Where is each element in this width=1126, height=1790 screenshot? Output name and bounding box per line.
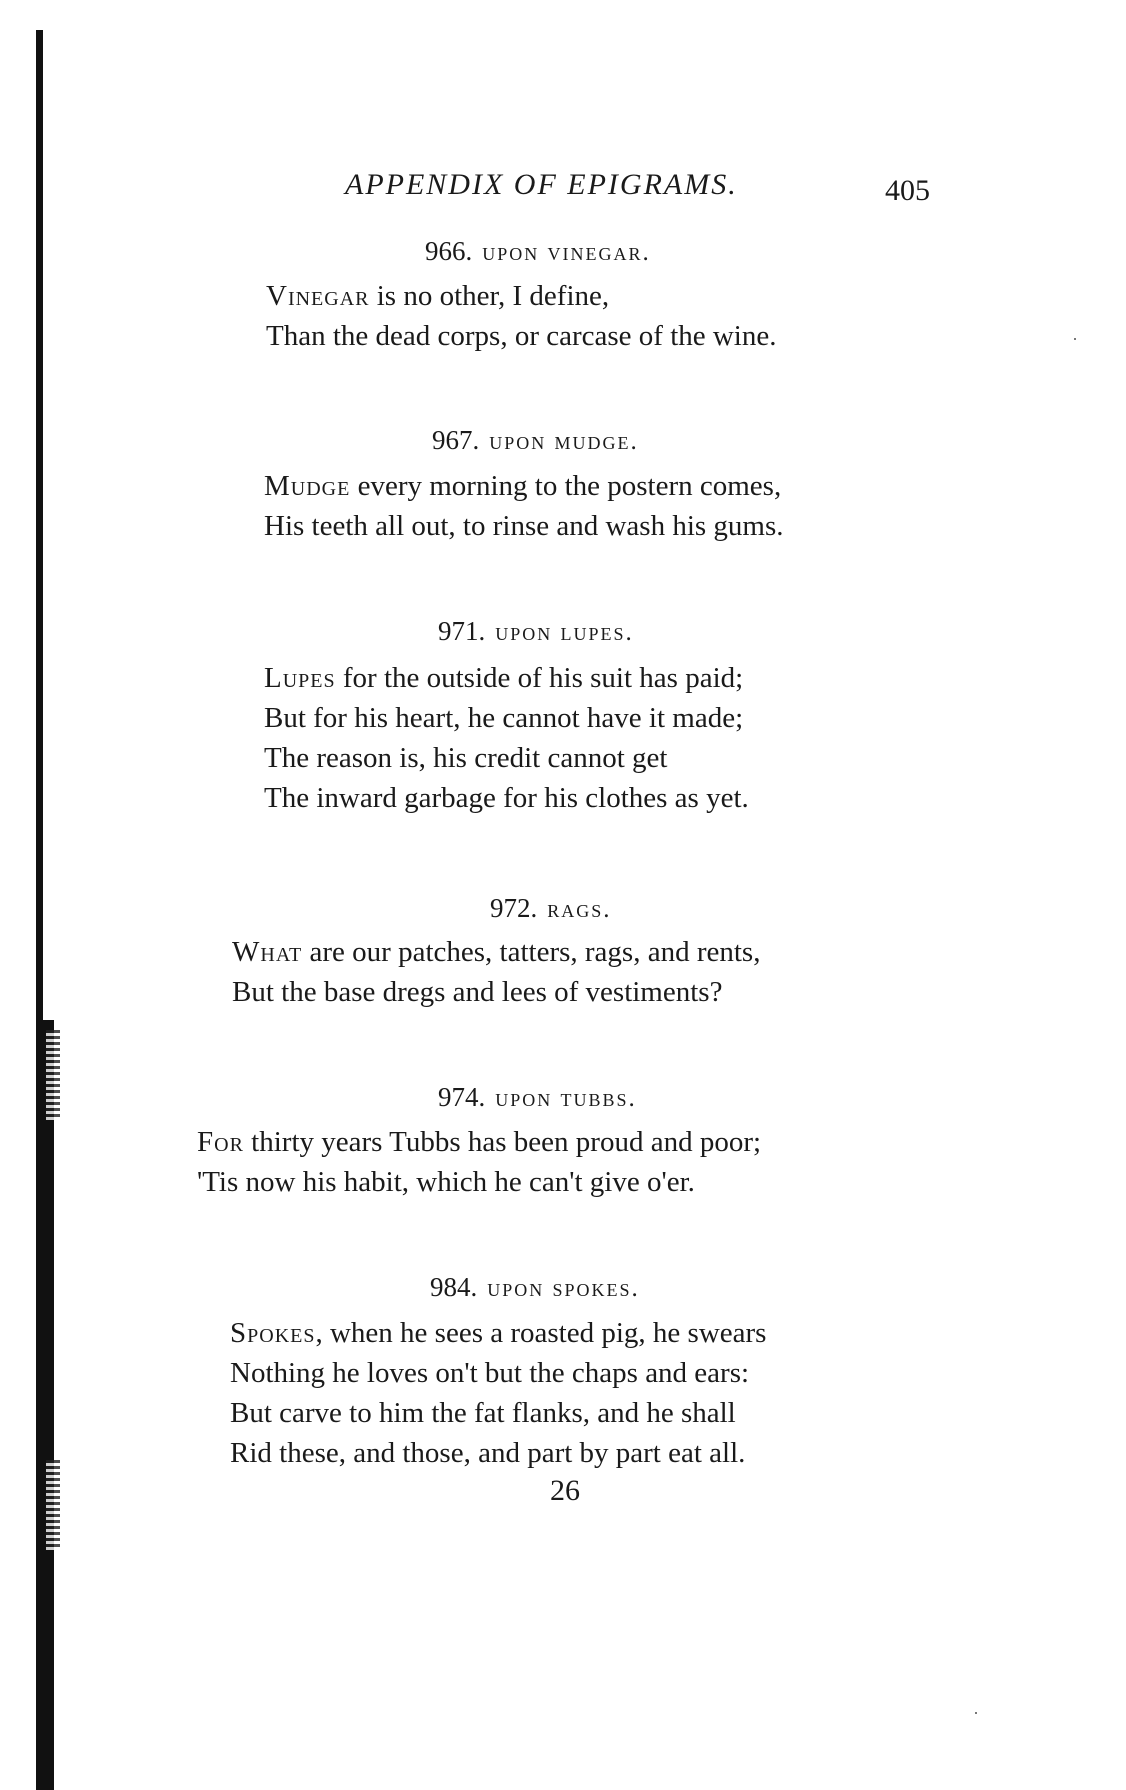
verse-line — [264, 468, 781, 504]
epigram-heading — [425, 236, 651, 267]
running-head — [0, 168, 1126, 208]
verse-line — [266, 278, 609, 314]
verse-line — [264, 700, 743, 736]
signature-mark: 26 — [550, 1474, 580, 1507]
verse-text: , when he sees a roasted pig, he swears — [315, 1317, 767, 1349]
verse-text: Than the dead corps, or carcase of the wine. — [266, 320, 777, 352]
verse-line — [197, 1164, 695, 1200]
verse-text: The inward garbage for his clothes as yet. — [264, 782, 749, 814]
verse-text: for the outside of his suit has paid; — [335, 662, 744, 694]
verse-line — [266, 318, 777, 354]
verse-text: But for his heart, he cannot have it made; — [264, 702, 744, 734]
verse-text: His teeth all out, to rinse and wash his gums. — [264, 510, 784, 542]
epigram-heading — [430, 1272, 640, 1303]
verse-text: 'Tis now his habit, which he can't give o'er. — [197, 1166, 695, 1198]
binding-texture — [46, 1030, 60, 1120]
verse-lead-word: Lupes — [264, 662, 336, 694]
verse-line — [232, 974, 722, 1010]
verse-lead-word: For — [197, 1126, 244, 1158]
verse-text: every morning to the postern comes, — [350, 470, 782, 502]
binding-edge-shadow — [40, 1020, 54, 1790]
epigram-title: rags. — [547, 896, 612, 923]
epigram-number: 966. — [425, 236, 473, 266]
verse-line — [264, 780, 749, 816]
verse-line — [264, 740, 667, 776]
epigram-number: 984. — [430, 1272, 478, 1302]
verse-text: But the base dregs and lees of vestiments? — [232, 976, 723, 1008]
epigram-heading — [432, 425, 639, 456]
running-title: APPENDIX OF EPIGRAMS. — [345, 168, 738, 201]
verse-lead-word: Mudge — [264, 470, 351, 502]
epigram-title: upon vinegar. — [482, 239, 651, 266]
page-number: 405 — [885, 174, 930, 207]
verse-line — [230, 1355, 749, 1391]
verse-line — [230, 1395, 736, 1431]
verse-text: thirty years Tubbs has been proud and poor; — [243, 1126, 762, 1158]
paper-speck — [975, 1712, 977, 1714]
verse-line — [232, 934, 760, 970]
epigram-number: 971. — [438, 616, 486, 646]
epigram-heading — [438, 616, 634, 647]
verse-line — [264, 508, 784, 544]
verse-lead-word: What — [232, 936, 303, 968]
verse-lead-word: Vinegar — [266, 280, 370, 312]
epigram-title: upon mudge. — [489, 428, 639, 455]
verse-line — [264, 660, 743, 696]
verse-line — [230, 1435, 745, 1471]
verse-text: is no other, I define, — [369, 280, 610, 312]
epigram-title: upon spokes. — [487, 1275, 640, 1302]
verse-lead-word: Spokes — [230, 1317, 316, 1349]
epigram-title: upon lupes. — [495, 619, 634, 646]
epigram-number: 974. — [438, 1082, 486, 1112]
verse-line — [230, 1315, 766, 1351]
epigram-number: 972. — [490, 893, 538, 923]
verse-text: Rid these, and those, and part by part eat all. — [230, 1437, 746, 1469]
verse-text: But carve to him the fat flanks, and he shall — [230, 1397, 736, 1429]
epigram-heading — [438, 1082, 637, 1113]
verse-text: The reason is, his credit cannot get — [264, 742, 668, 774]
verse-text: Nothing he loves on't but the chaps and ears: — [230, 1357, 750, 1389]
verse-line — [197, 1124, 761, 1160]
epigram-heading — [490, 893, 612, 924]
paper-speck — [1074, 338, 1076, 340]
verse-text: are our patches, tatters, rags, and rents, — [302, 936, 761, 968]
epigram-title: upon tubbs. — [495, 1085, 637, 1112]
epigram-number: 967. — [432, 425, 480, 455]
binding-texture — [46, 1460, 60, 1550]
